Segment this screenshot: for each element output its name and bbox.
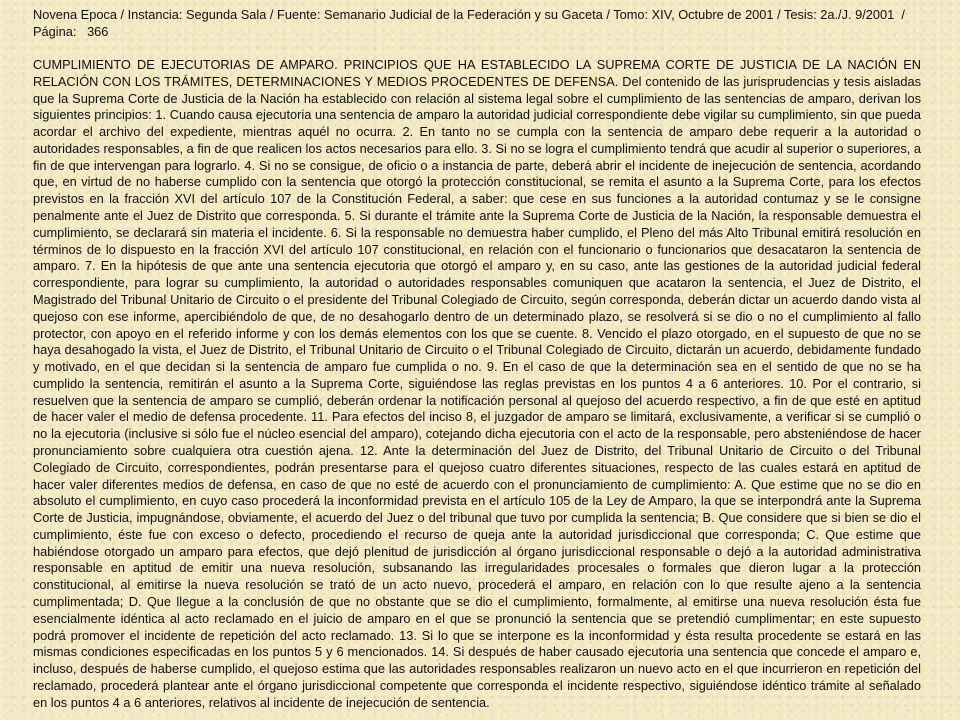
thesis-body: Del contenido de las jurisprudencias y tesis aisladas que la Suprema Corte de Justicia de la Nación ha establecido con relación al sistema legal sobre el cumplimiento de las sentencias de amparo, derivan los siguientes principios: 1. Cuando causa ejecutoria una sentencia de amparo la autoridad judicial correspondiente debe vigilar su cumplimiento, sin que pueda acordar el archivo del expediente, mientras aquél no ocurra. 2. En tanto no se cumpla con la sentencia de amparo debe requerir a la autoridad o autoridades responsables, a fin de que realicen los actos necesarios para ello. 3. Si no se logra el cumplimiento tendrá que acudir al superior o superiores, a fin de que intervengan para lograrlo. 4. Si no se consigue, de oficio o a instancia de parte, deberá abrir el incidente de inejecución de sentencia, acordando que, en virtud de no haberse cumplido con la sentencia que otorgó la protección constitucional, se remita el asunto a la Suprema Corte, para los efectos previstos en la fracción XVI del artículo 107 de la Constitución Federal, a saber: que cese en sus funciones a la autoridad contumaz y se le consigne penalmente ante el Juez de Distrito que corresponda. 5. Si durante el trámite ante la Suprema Corte de Justicia de la Nación, la responsable demuestra el cumplimiento, se declarará sin materia el incidente. 6. Si la responsable no demuestra haber cumplido, el Pleno del más Alto Tribunal emitirá resolución en términos de lo dispuesto en la fracción XVI del artículo 107 constitucional, en relación con el funcionario o funcionarios que desacataron la sentencia de amparo. 7. En la hipótesis de que ante una sentencia ejecutoria que otorgó el amparo y, en su caso, ante las gestiones de la autoridad judicial federal correspondiente, para lograr su cumplimiento, la autoridad o autoridades responsables comuniquen que acataron la sentencia, el Juez de Distrito, el Magistrado del Tribunal Unitario de Circuito o el presidente del Tribunal Colegiado de Circuito, según corresponda, deberán dictar un acuerdo dando vista al quejoso con ese informe, apercibiéndolo de que, de no desahogarlo dentro de un determinado plazo, se resolverá si se dio o no el cumplimiento al fallo protector, con apoyo en el referido informe y con los demás elementos con los que se cuente. 8. Vencido el plazo otorgado, en el supuesto de que no se haya desahogado la vista, el Juez de Distrito, el Tribunal Unitario de Circuito o el Tribunal Colegiado de Circuito, dictarán un acuerdo, debidamente fundado y motivado, en el que decidan si la sentencia de amparo fue cumplida o no. 9. En el caso de que la determinación sea en el sentido de que no se ha cumplido la sentencia, remitirán el asunto a la Suprema Corte, siguiéndose las reglas previstas en los puntos 4 a 6 anteriores. 10. Por el contrario, si resuelven que la sentencia de amparo se cumplió, deberán ordenar la notificación personal al quejoso del acuerdo respectivo, a fin de que esté en aptitud de hacer valer el medio de defensa procedente. 11. Para efectos del inciso 8, el juzgador de amparo se limitará, exclusivamente, a verificar si se cumplió o no la ejecutoria (inclusive si sólo fue el núcleo esencial del amparo), cotejando dicha ejecutoria con el acto de la responsable, pero absteniéndose de hacer pronunciamiento sobre cualquiera otra cuestión ajena. 12. Ante la determinación del Juez de Distrito, del Tribunal Unitario de Circuito o del Tribunal Colegiado de Circuito, correspondientes, podrán presentarse para el quejoso cuatro diferentes situaciones, respecto de las cuales estará en aptitud de hacer valer diferentes medios de defensa, en caso de que no esté de acuerdo con el pronunciamiento de cumplimiento: A. Que estime que no se dio en absoluto el cumplimiento, en cuyo caso procederá la inconformidad prevista en el artículo 105 de la Ley de Amparo, la que se interpondrá ante la Suprema Corte de Justicia, impugnándose, obviamente, el acuerdo del Juez o del tribunal que tuvo por cumplida la sentencia; B. Que considere que si bien se dio el cumplimiento, éste fue con exceso o defecto, procediendo el recurso de queja ante la autoridad jurisdiccional que corresponda; C. Que estime que habiéndose otorgado un amparo para efectos, que dejó plenitud de jurisdicción al órgano jurisdiccional responsable o dejó a la autoridad administrativa responsable en aptitud de emitir una nueva resolución, subsanando las irregularidades procesales o formales que dieron lugar a la protección constitucional, al emitirse la nueva resolución se trató de un acto nuevo, procederá el amparo, en relación con lo que resulte ajeno a la sentencia cumplimentada; D. Que llegue a la conclusión de que no obstante que se dio el cumplimiento, formalmente, al emitirse una nueva resolución ésta fue esencialmente idéntica al acto reclamado en el juicio de amparo en el que se pronunció la sentencia que se pretendió cumplimentar; en este supuesto podrá promover el incidente de repetición del acto reclamado. 13. Si lo que se interpone es la inconformidad y ésta resulta procedente se estará en las mismas condiciones especificadas en los puntos 5 y 6 mencionados. 14. Si después de haber causado ejecutoria una sentencia que concede el amparo e, incluso, después de haberse cumplido, el quejoso estima que las autoridades responsables realizaron un nuevo acto en el que incurrieron en repetición del reclamado, procederá plantear ante el órgano jurisdiccional competente que corresponda el incidente respectivo, siguiéndose idéntico trámite al señalado en los puntos 4 a 6 anteriores, relativos al incidente de inejecución de sentencia. — [33, 73, 921, 710]
citation-header: Novena Epoca / Instancia: Segunda Sala / Fuente: Semanario Judicial de la Federación y su Gaceta / Tomo: XIV, Octubre de 2001 / Tesis: 2a./J. 9/2001 / Página: 366 — [33, 7, 913, 39]
paragraph-spacer — [33, 40, 921, 57]
thesis-text — [33, 57, 921, 711]
thesis-title: CUMPLIMIENTO DE EJECUTORIAS DE AMPARO. PRINCIPIOS QUE HA ESTABLECIDO LA SUPREMA CORTE DE JUSTICIA DE LA NACIÓN EN RELACIÓN CON LOS TRÁMITES, DETERMINACIONES Y MEDIOS PROCEDENTES DE DEFENSA. — [33, 57, 921, 89]
document-page — [33, 6, 921, 711]
